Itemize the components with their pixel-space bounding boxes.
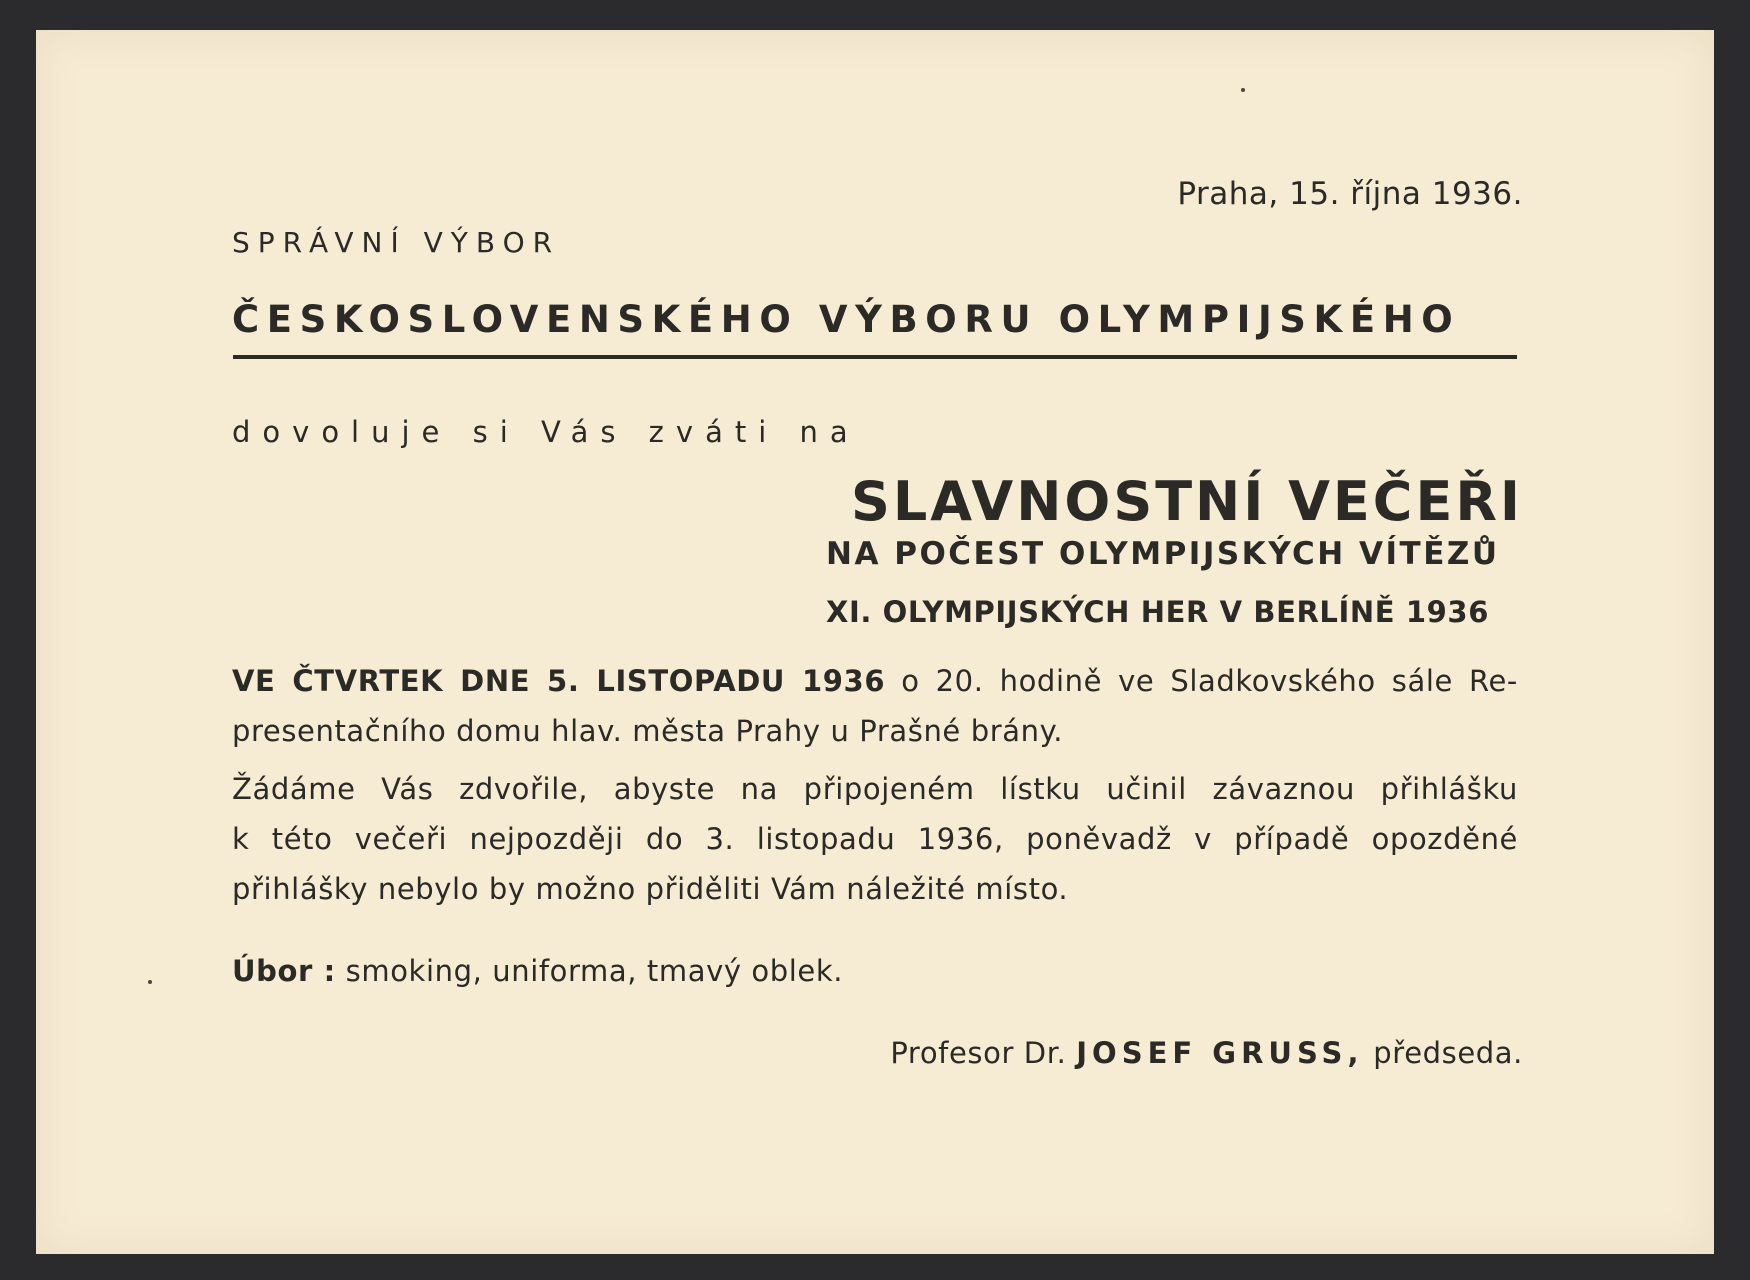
invitation-card <box>36 30 1714 1254</box>
signature-role: předseda. <box>1373 1036 1523 1070</box>
event-when-line-2: presentačního domu hlav. města Prahy u Prašné brány. <box>232 714 1064 748</box>
event-title: SLAVNOSTNÍ VEČEŘI <box>851 470 1523 533</box>
signature-prefix: Profesor Dr. <box>890 1036 1067 1070</box>
request-line-3: přihlášky nebylo by možno přiděliti Vám náležité místo. <box>232 872 1069 906</box>
dress-code <box>232 954 843 988</box>
signature-line <box>890 1036 1523 1070</box>
heading-rule <box>233 355 1517 359</box>
request-line-2: k této večeři nejpozději do 3. listopadu 1936, poněvadž v případě opozděné <box>232 822 1518 856</box>
dress-code-value: smoking, uniforma, tmavý oblek. <box>345 954 844 988</box>
document-date: Praha, 15. října 1936. <box>1177 176 1523 212</box>
event-subtitle-1: NA POČEST OLYMPIJSKÝCH VÍTĚZŮ <box>826 536 1500 572</box>
request-line-1: Žádáme Vás zdvořile, abyste na připojeném lístku učinil závaznou přihlášku <box>232 772 1518 806</box>
organization-heading: ČESKOSLOVENSKÉHO VÝBORU OLYMPIJSKÉHO <box>232 298 1461 341</box>
signature-name: JOSEF GRUSS, <box>1076 1036 1364 1070</box>
committee-heading: SPRÁVNÍ VÝBOR <box>232 226 561 259</box>
dress-code-label: Úbor : <box>232 954 336 988</box>
invitation-intro: dovoluje si Vás zváti na <box>232 415 860 449</box>
event-date-bold: VE ČTVRTEK DNE 5. LISTOPADU 1936 <box>232 664 886 698</box>
paper-speck <box>1241 88 1245 92</box>
event-place-text: o 20. hodině ve Sladkovského sále Re- <box>901 664 1518 698</box>
event-when-line-1 <box>232 664 1518 698</box>
paper-speck <box>148 980 152 984</box>
event-subtitle-2: XI. OLYMPIJSKÝCH HER V BERLÍNĚ 1936 <box>826 595 1489 629</box>
